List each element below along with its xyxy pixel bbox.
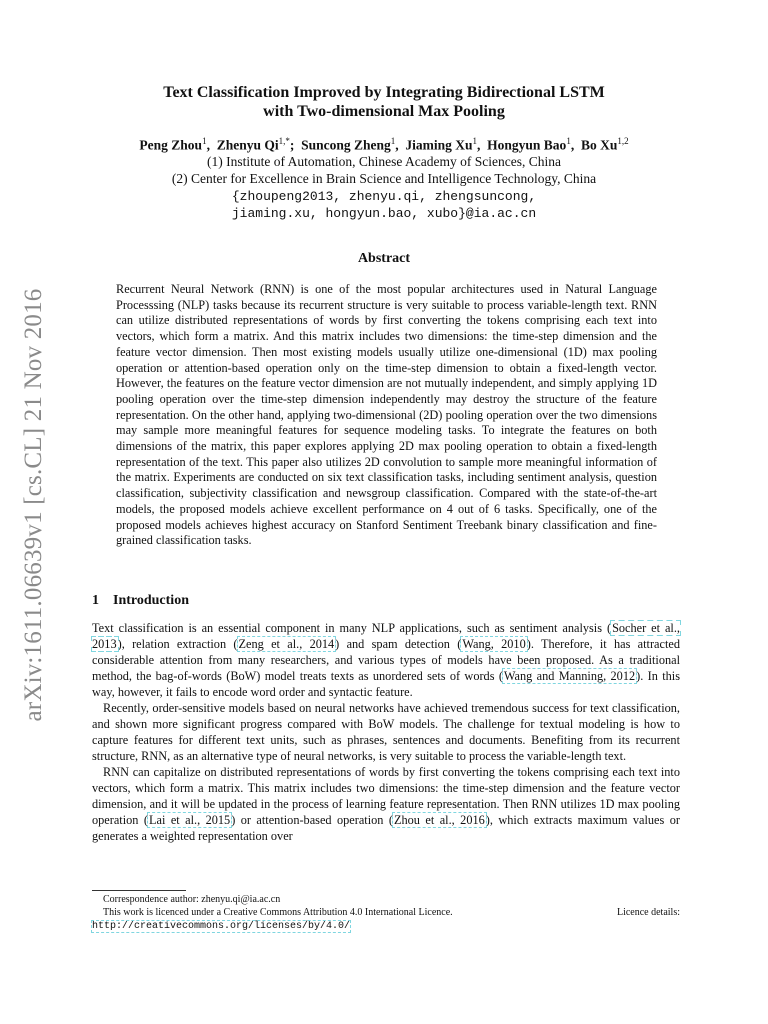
- paragraph-text: ). Therefore, it has attracted considerable attention from many researchers, and various types of models have been proposed. As a traditional method, the bag-of-words (BoW) model treats texts as unordered sets of words (: [92, 637, 680, 683]
- footnote-divider: [92, 890, 186, 891]
- arxiv-identifier-text: arXiv:1611.06639v1 [cs.CL] 21 Nov 2016: [20, 288, 47, 722]
- paragraph-text: ) and spam detection (: [335, 637, 462, 651]
- author-affiliation-mark: 1: [202, 136, 207, 146]
- email-line-1: {zhoupeng2013, zhenyu.qi, zhengsuncong,: [231, 189, 537, 204]
- paragraph-text: RNN can capitalize on distributed representations of words by first converting the tokens comprising each text into vectors, which form a matrix. This matrix includes two dimensions: the time-step dimension and the feature vector dimension, and it will be updated in the process of learning feature representation. Then RNN utilizes 1D max pooling operation (: [92, 765, 680, 827]
- licence-url-link[interactable]: http://creativecommons.org/licenses/by/4.0/: [92, 921, 351, 932]
- paragraph-text: Text classification is an essential component in many NLP applications, such as sentiment analysis (: [92, 621, 612, 635]
- citation-link[interactable]: Zeng et al., 2014: [238, 637, 335, 651]
- citation-link[interactable]: Wang and Manning, 2012: [503, 669, 636, 683]
- email-line-2: jiaming.xu, hongyun.bao, xubo}@ia.ac.cn: [231, 206, 537, 221]
- footnote-licence-text: This work is licenced under a Creative Commons Attribution 4.0 International Licence.: [103, 907, 453, 918]
- introduction-body: [92, 620, 680, 844]
- author-list: Peng Zhou$^1$, Zhenyu $Qi^{1,*}$; Suncong Zheng$^1$, Jiaming Xu$^1$, Hongyun Bao$^1$, Bo Xu$^{1,2}$: [139, 136, 629, 153]
- footnote-licence: [92, 906, 680, 919]
- abstract-heading: Abstract: [357, 251, 411, 266]
- title-line-2: with Two-dimensional Max Pooling: [263, 103, 505, 120]
- footnote-correspondence: Correspondence author: zhenyu.qi@ia.ac.cn: [103, 894, 281, 905]
- author-name: Bo Xu: [580, 137, 618, 153]
- section-title: Introduction: [113, 593, 189, 608]
- author-affiliation-mark: 1,*: [278, 136, 290, 146]
- author-name: Hongyun Bao: [487, 137, 567, 153]
- author-affiliation-mark: 1: [472, 136, 478, 146]
- section-heading: [92, 593, 189, 609]
- paper-title: [0, 83, 768, 121]
- author-affiliation-mark: 1: [566, 136, 571, 146]
- author-name: Peng Zhou: [139, 137, 203, 153]
- section-number: 1: [92, 593, 99, 608]
- footnote-licence-details: Licence details:: [616, 907, 680, 918]
- affiliation-1: (1) Institute of Automation, Chinese Academy of Sciences, China: [207, 154, 561, 169]
- paragraph-1: [92, 620, 680, 700]
- paragraph-3: [92, 764, 680, 844]
- author-affiliation-mark: 1,2: [617, 136, 629, 146]
- paragraph-text: ). In this way, however, it fails to encode word order and syntactic feature.: [92, 669, 680, 699]
- author-name: Suncong Zheng: [301, 137, 391, 153]
- footnote-url-line: [92, 919, 680, 933]
- author-affiliation-mark: 1: [390, 136, 396, 146]
- paragraph-text: ), which extracts maximum values or generates a weighted representation over: [92, 813, 680, 843]
- author-name: Zhenyu Qi: [216, 137, 279, 153]
- citation-link[interactable]: Wang, 2010: [462, 637, 526, 651]
- paragraph-text: ), relation extraction (: [117, 637, 238, 651]
- footnotes: [92, 893, 680, 933]
- citation-link[interactable]: Lai et al., 2015: [148, 813, 231, 827]
- author-name: Jiaming Xu: [405, 137, 473, 153]
- affiliation-2: (2) Center for Excellence in Brain Science and Intelligence Technology, China: [171, 171, 597, 186]
- citation-link[interactable]: Zhou et al., 2016: [393, 813, 485, 827]
- abstract-body: Recurrent Neural Network (RNN) is one of the most popular architectures used in Natural Language Processsing (NLP) tasks because its recurrent structure is very suitable to process variable-length text. RNN can utilize distributed representations of words by first converting the tokens comprising each text into vectors, which form a matrix. And this matrix includes two dimensions: the time-step dimension and the feature vector dimension. Then most existing models usually utilize one-dimensional (1D) max pooling operation or attention-based operation only on the time-step dimension to obtain a fixed-length vector. However, the features on the feature vector dimension are not mutually independent, and simply applying 1D pooling operation over the time-step dimension independently may destroy the structure of the feature representation. On the other hand, applying two-dimensional (2D) pooling operation over the two dimensions may sample more meaningful features for sequence modeling tasks. To integrate the features on both dimensions of the matrix, this paper explores applying 2D max pooling operation to obtain a fixed-length representation of the text. This paper also utilizes 2D convolution to sample more meaningful information of the matrix. Experiments are conducted on six text classification tasks, including sentiment analysis, question classification, subjectivity classification and newsgroup classification. Compared with the state-of-the-art models, the proposed models achieve excellent performance on 4 out of 6 tasks. Specifically, one of the proposed models achieves highest accuracy on Stanford Sentiment Treebank binary classification and fine-grained classification tasks.: [116, 282, 657, 548]
- arxiv-identifier: [14, 290, 54, 720]
- paragraph-text: ) or attention-based operation (: [231, 813, 393, 827]
- citation-link[interactable]: Socher et al., 2013: [92, 621, 680, 651]
- title-line-1: Text Classification Improved by Integrating Bidirectional LSTM: [163, 84, 605, 101]
- paragraph-2: Recently, order-sensitive models based on neural networks have achieved tremendous success for text classification, and shown more significant progress compared with BoW models. The challenge for textual modeling is how to capture features for different text units, such as phrases, sentences and documents. Benefiting from its recurrent structure, RNN, as an alternative type of neural networks, is very suitable to process the variable-length text.: [92, 701, 680, 763]
